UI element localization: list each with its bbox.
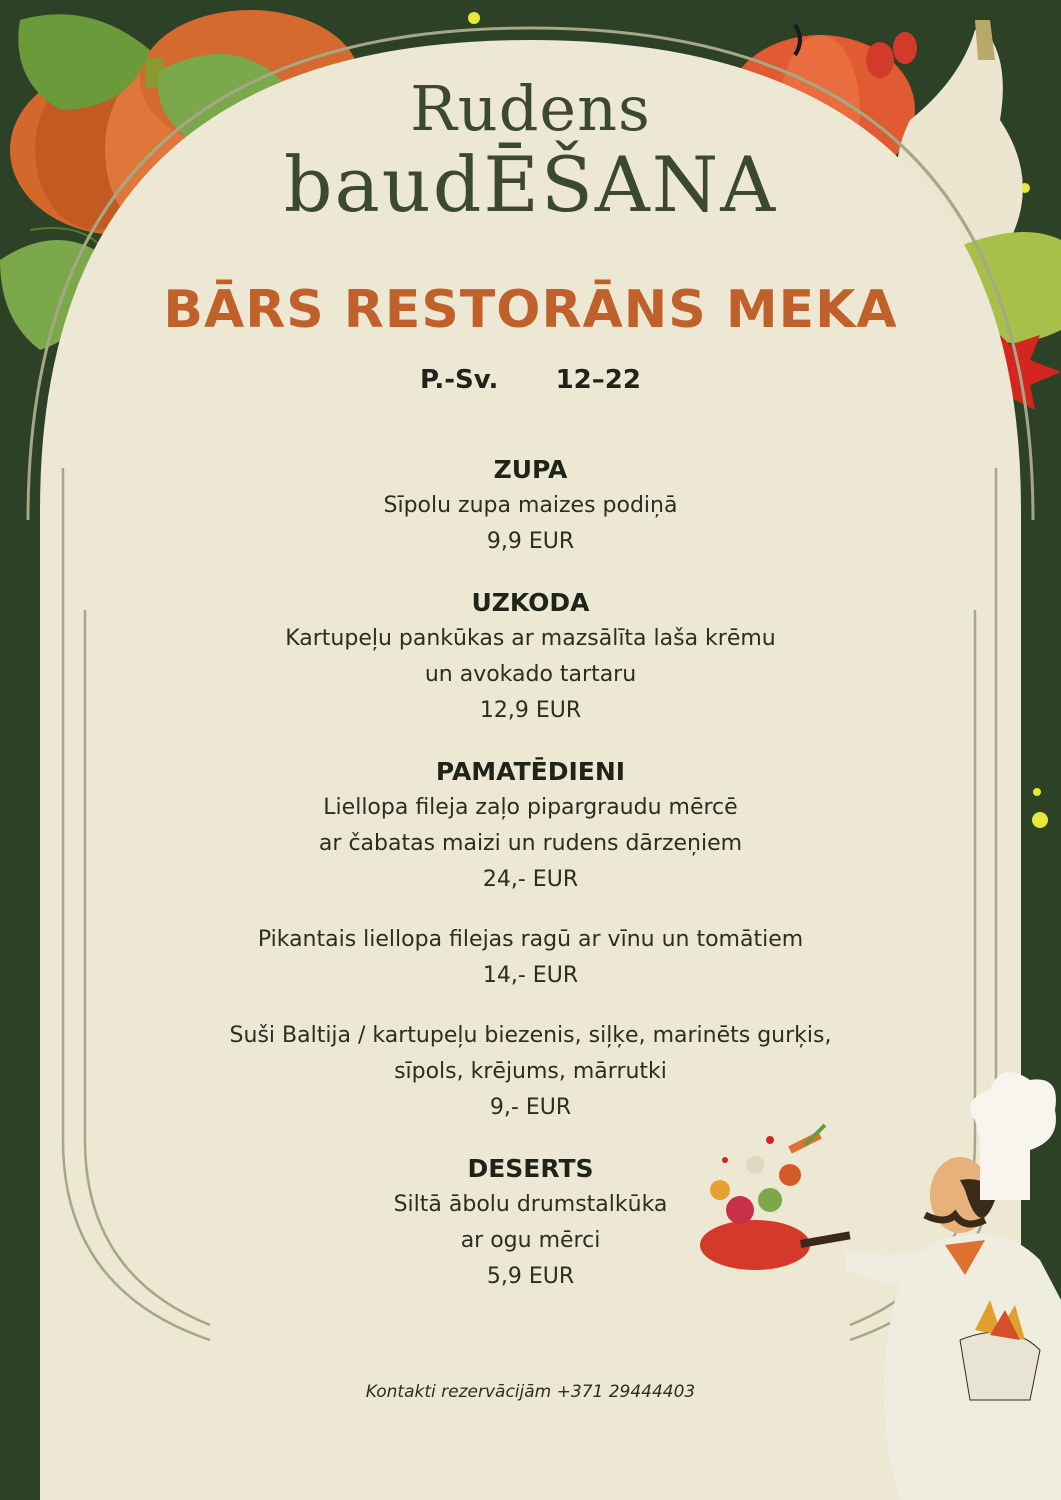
menu-section <box>0 754 1061 1126</box>
dish-price: 14,- EUR <box>482 963 579 988</box>
dish-price: 5,9 EUR <box>486 1264 575 1289</box>
menu-section <box>0 1151 1061 1295</box>
menu-item <box>0 621 1061 729</box>
title-line-1: Rudens <box>410 72 651 145</box>
dish-description: ar ogu mērci <box>460 1228 601 1253</box>
title-line-2: baudĒŠANA <box>283 140 778 229</box>
dish-description: Sīpolu zupa maizes podiņā <box>383 493 678 518</box>
menu-list <box>0 452 1061 1320</box>
dish-description: ar čabatas maizi un rudens dārzeņiem <box>318 831 743 856</box>
dish-description: un avokado tartaru <box>424 662 637 687</box>
section-heading: UZKODA <box>471 588 590 617</box>
dish-price: 24,- EUR <box>482 867 579 892</box>
menu-item <box>0 790 1061 898</box>
dish-price: 12,9 EUR <box>479 698 582 723</box>
menu-item <box>0 1018 1061 1126</box>
menu-section <box>0 585 1061 729</box>
section-heading: ZUPA <box>493 455 568 484</box>
dish-price: 9,- EUR <box>489 1095 572 1120</box>
menu-section <box>0 452 1061 560</box>
dish-description: Siltā ābolu drumstalkūka <box>393 1192 668 1217</box>
section-heading: PAMATĒDIENI <box>435 757 626 786</box>
menu-item <box>0 922 1061 994</box>
dish-description: Kartupeļu pankūkas ar mazsālīta laša krēmu <box>285 626 776 651</box>
menu-item <box>0 1187 1061 1295</box>
dish-price: 9,9 EUR <box>486 529 575 554</box>
section-heading: DESERTS <box>467 1154 594 1183</box>
dish-description: Liellopa fileja zaļo pipargraudu mērcē <box>323 795 738 820</box>
dish-description: Pikantais liellopa filejas ragū ar vīnu un tomātiem <box>257 927 804 952</box>
dish-description: sīpols, krējums, mārrutki <box>394 1059 667 1084</box>
opening-hours: P.-Sv. 12–22 <box>420 365 641 395</box>
restaurant-name: BĀRS RESTORĀNS MEKA <box>163 280 898 340</box>
menu-item <box>0 488 1061 560</box>
contact-info: Kontakti rezervācijām +371 29444403 <box>365 1382 696 1402</box>
dish-description: Suši Baltija / kartupeļu biezenis, siļķe, marinēts gurķis, <box>229 1023 832 1048</box>
